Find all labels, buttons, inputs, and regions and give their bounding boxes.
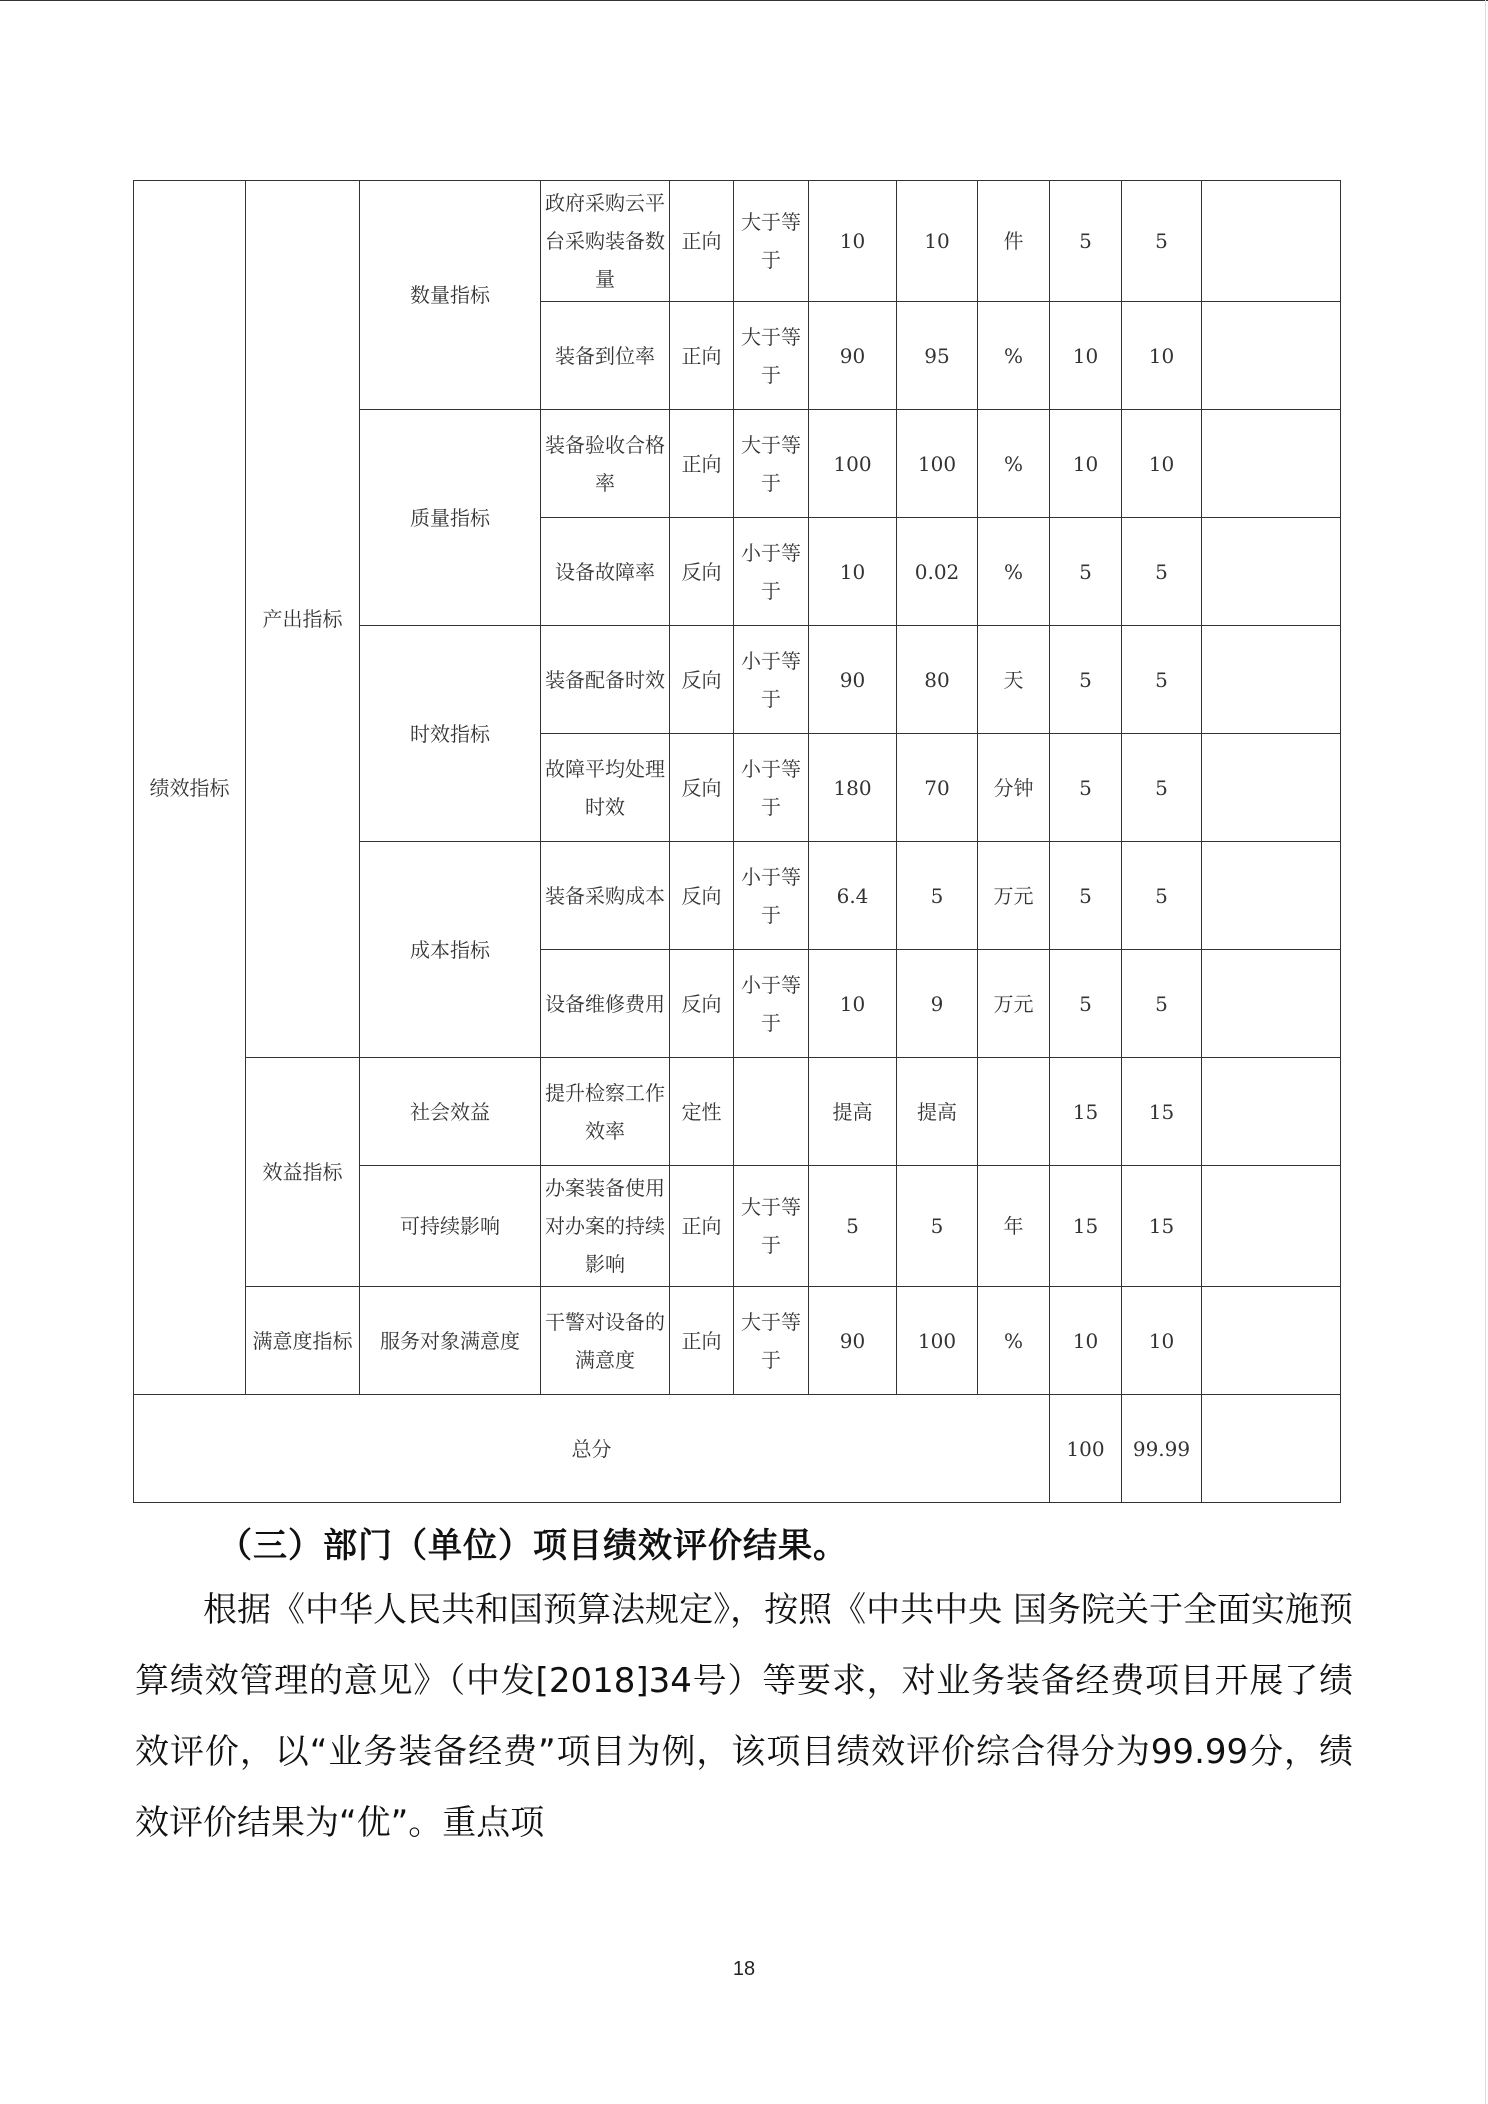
note — [1202, 1287, 1341, 1395]
direction: 反向 — [670, 842, 734, 950]
group-cost-cell: 成本指标 — [360, 842, 541, 1058]
unit — [978, 1058, 1050, 1166]
target-value: 180 — [809, 734, 897, 842]
operator: 小于等于 — [734, 734, 809, 842]
direction: 反向 — [670, 626, 734, 734]
direction: 定性 — [670, 1058, 734, 1166]
group-timeliness-cell: 时效指标 — [360, 626, 541, 842]
level2-satisfaction-cell: 满意度指标 — [246, 1287, 360, 1395]
note — [1202, 1166, 1341, 1287]
actual-value: 100 — [897, 1287, 978, 1395]
target-value: 6.4 — [809, 842, 897, 950]
note — [1202, 518, 1341, 626]
unit: % — [978, 410, 1050, 518]
section-heading: （三）部门（单位）项目绩效评价结果。 — [218, 1526, 848, 1566]
unit: % — [978, 1287, 1050, 1395]
total-weight: 100 — [1050, 1395, 1122, 1503]
actual-value: 100 — [897, 410, 978, 518]
direction: 反向 — [670, 734, 734, 842]
operator: 小于等于 — [734, 518, 809, 626]
level2-benefit-cell: 效益指标 — [246, 1058, 360, 1287]
direction: 正向 — [670, 410, 734, 518]
weight: 15 — [1050, 1166, 1122, 1287]
score: 10 — [1122, 302, 1202, 410]
weight: 5 — [1050, 950, 1122, 1058]
actual-value: 80 — [897, 626, 978, 734]
note — [1202, 626, 1341, 734]
table-row — [134, 181, 1341, 302]
group-quantity-cell: 数量指标 — [360, 181, 541, 410]
indicator-name: 装备采购成本 — [541, 842, 670, 950]
target-value: 90 — [809, 1287, 897, 1395]
table-row — [134, 1058, 1341, 1166]
indicator-name: 装备配备时效 — [541, 626, 670, 734]
actual-value: 提高 — [897, 1058, 978, 1166]
score: 10 — [1122, 1287, 1202, 1395]
unit: % — [978, 518, 1050, 626]
note — [1202, 181, 1341, 302]
operator: 小于等于 — [734, 626, 809, 734]
note — [1202, 1058, 1341, 1166]
note — [1202, 302, 1341, 410]
weight: 15 — [1050, 1058, 1122, 1166]
operator — [734, 1058, 809, 1166]
unit: 万元 — [978, 950, 1050, 1058]
total-note — [1202, 1395, 1341, 1503]
indicator-name: 装备验收合格率 — [541, 410, 670, 518]
operator: 大于等于 — [734, 1287, 809, 1395]
weight: 10 — [1050, 410, 1122, 518]
body-paragraph: 根据《中华人民共和国预算法规定》，按照《中共中央 国务院关于全面实施预算绩效管理的意见》（中发[2018]34号）等要求，对业务装备经费项目开展了绩效评价，以“业务装备经费”项目为例，该项目绩效评价综合得分为99.99分，绩效评价结果为“优”。重点项 — [135, 1590, 1353, 1843]
group-social-cell: 社会效益 — [360, 1058, 541, 1166]
indicator-name: 设备维修费用 — [541, 950, 670, 1058]
group-service-cell: 服务对象满意度 — [360, 1287, 541, 1395]
score: 5 — [1122, 734, 1202, 842]
indicator-name: 政府采购云平台采购装备数量 — [541, 181, 670, 302]
unit: % — [978, 302, 1050, 410]
target-value: 100 — [809, 410, 897, 518]
score: 15 — [1122, 1058, 1202, 1166]
note — [1202, 734, 1341, 842]
target-value: 90 — [809, 626, 897, 734]
unit: 件 — [978, 181, 1050, 302]
target-value: 5 — [809, 1166, 897, 1287]
total-row — [134, 1395, 1341, 1503]
operator: 小于等于 — [734, 842, 809, 950]
operator: 小于等于 — [734, 950, 809, 1058]
score: 5 — [1122, 626, 1202, 734]
operator: 大于等于 — [734, 1166, 809, 1287]
indicator-name: 设备故障率 — [541, 518, 670, 626]
total-score: 99.99 — [1122, 1395, 1202, 1503]
operator: 大于等于 — [734, 410, 809, 518]
actual-value: 10 — [897, 181, 978, 302]
unit: 万元 — [978, 842, 1050, 950]
weight: 5 — [1050, 626, 1122, 734]
page-top-border — [0, 0, 1488, 1]
indicator-name: 办案装备使用对办案的持续影响 — [541, 1166, 670, 1287]
target-value: 提高 — [809, 1058, 897, 1166]
direction: 反向 — [670, 950, 734, 1058]
direction: 正向 — [670, 181, 734, 302]
weight: 5 — [1050, 734, 1122, 842]
indicator-name: 装备到位率 — [541, 302, 670, 410]
target-value: 10 — [809, 518, 897, 626]
direction: 正向 — [670, 1287, 734, 1395]
note — [1202, 950, 1341, 1058]
score: 15 — [1122, 1166, 1202, 1287]
operator: 大于等于 — [734, 181, 809, 302]
level1-cell: 绩效指标 — [134, 181, 246, 1395]
score: 5 — [1122, 518, 1202, 626]
actual-value: 9 — [897, 950, 978, 1058]
direction: 正向 — [670, 1166, 734, 1287]
weight: 5 — [1050, 842, 1122, 950]
score: 5 — [1122, 181, 1202, 302]
note — [1202, 842, 1341, 950]
page-right-border — [1485, 0, 1486, 2104]
target-value: 10 — [809, 181, 897, 302]
indicator-name: 提升检察工作效率 — [541, 1058, 670, 1166]
score: 5 — [1122, 950, 1202, 1058]
total-label: 总分 — [134, 1395, 1050, 1503]
page-number: 18 — [732, 1958, 756, 1980]
table-row — [134, 1287, 1341, 1395]
direction: 反向 — [670, 518, 734, 626]
unit: 分钟 — [978, 734, 1050, 842]
target-value: 10 — [809, 950, 897, 1058]
weight: 10 — [1050, 1287, 1122, 1395]
weight: 10 — [1050, 302, 1122, 410]
operator: 大于等于 — [734, 302, 809, 410]
actual-value: 5 — [897, 842, 978, 950]
indicator-name: 故障平均处理时效 — [541, 734, 670, 842]
group-sustain-cell: 可持续影响 — [360, 1166, 541, 1287]
direction: 正向 — [670, 302, 734, 410]
actual-value: 0.02 — [897, 518, 978, 626]
weight: 5 — [1050, 518, 1122, 626]
actual-value: 70 — [897, 734, 978, 842]
group-quality-cell: 质量指标 — [360, 410, 541, 626]
performance-indicator-table — [133, 180, 1341, 1503]
indicator-name: 干警对设备的满意度 — [541, 1287, 670, 1395]
actual-value: 95 — [897, 302, 978, 410]
level2-output-cell: 产出指标 — [246, 181, 360, 1058]
note — [1202, 410, 1341, 518]
target-value: 90 — [809, 302, 897, 410]
score: 5 — [1122, 842, 1202, 950]
weight: 5 — [1050, 181, 1122, 302]
unit: 年 — [978, 1166, 1050, 1287]
unit: 天 — [978, 626, 1050, 734]
actual-value: 5 — [897, 1166, 978, 1287]
score: 10 — [1122, 410, 1202, 518]
